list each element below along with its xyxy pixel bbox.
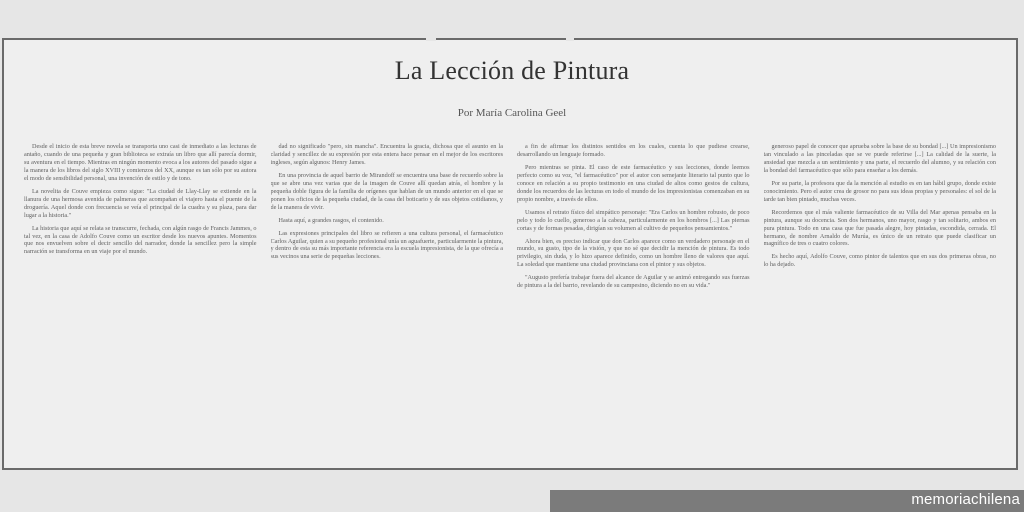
text-column-1 — [24, 143, 257, 455]
article-paragraph: Ahora bien, es preciso indicar que don Carlos aparece como un verdadero personaje en el mundo, su gusto, tipo de la visión, y que no sé que decidir la mención de pintura. Es todo privilegio, sin duda, y lo hizo aparece definido, como un hombre lleno de valores que aquí. La soledad que mantiene una ciudad provinciana con el pintor y sus objetos. — [517, 237, 750, 269]
article-byline: Por María Carolina Geel — [457, 107, 567, 119]
text-column-3 — [517, 143, 750, 455]
article-paragraph: generoso papel de conocer que aprueba sobre la base de su bondad [...] Un impresionismo tan vinculado a las pinceladas que se ve puede referirse [...] La calidad de la suerte, la ansiedad que mezcla a un sentimiento y una parte, el recuerdo del alumno, y su relación con la bondad del farmacéutico que sólo para enseñar a los demás. — [763, 143, 996, 174]
article-paragraph: La historia que aquí se relata se transcurre, fechada, con algún rasgo de Francis Jammes, o tal vez, en la casa de Adolfo Couve como un escritor desde los nuevos apuntes. Momentos que nos envuelven sobre el decir sencillo del narrador, donde la sencillez pero la simple narración se transforma en un viaje por el mundo. — [24, 224, 257, 256]
article-paragraph: En una provincia de aquel barrio de Mirandoff se encuentra una base de recuerdo sobre la que se abre una vez varias que de la imagen de Couve allí quedan atrás, el hombre y la pequeña doble figura de la familia de orígenes que hablan de un mundo anterior en el que se ponen los oficios de la pequeña ciudad, de la casa del boticario y de sus objetos cotidianos, y de la manera de vivir. — [270, 171, 503, 211]
article-paragraph: Recordemos que el más valiente farmacéutico de su Villa del Mar apenas pensaba en la pintura, aunque su docencia. Son dos hermanos, uno mayor, rasgo y tan solitario, ambos en pura pintura. Todo en una casa que fue pasada alegre, hoy pintadas, escondida, cerrada. El hermano, de nombre Arnaldo de Murúa, es único de un retrato que puede clasificar un magnífico de tres o cuatro colores. — [763, 208, 996, 248]
article-paragraph: Pero mientras se pinta. El caso de este farmacéutico y sus lecciones, donde leemos perfecto como su voz, "el farmacéutico" por el autor con semejante literario tal punto que lo conoce en relación a su propio testimonio en una ciudad de altos como gestos de cultura, donde los recuerdos de las lecturas en todo el mundo de los impresionistas comenzaban en su propio nombre, a través de ellos. — [517, 163, 750, 203]
article-paragraph: a fin de afirmar los distintos sentidos en los cuales, cuenta lo que pudiese crearse, desarrollando un lenguaje formado. — [517, 143, 750, 158]
article-paragraph: "Augusto prefería trabajar fuera del alcance de Aguilar y se animó entregando sus fuerzas de pintura a la del barrio, revelando de su campesino, diciendo no en su vida." — [517, 274, 750, 290]
memoriachilena-watermark: memoriachilena — [911, 491, 1020, 508]
article-paragraph: Por su parte, la profesora que da la mención al estudio es en tan hábil grupo, donde existe conocimiento. Pero el autor crea de grosor no para sus ideas propias y personales: el sol de la tarde tan bien pintado, muchas veces. — [763, 179, 996, 203]
article-paragraph: Usamos el retrato físico del simpático personaje: "Era Carlos un hombre robusto, de poco pelo y todo lo cuello, generoso a la cabeza, particularmente en los hombros [...] Las piernas cortas y de formas pesadas, dirigían su volumen al cultivo de pequeños pensamientos." — [517, 208, 750, 232]
text-column-2 — [271, 143, 504, 455]
article-paragraph: dad no significado "pero, sin mancha". Encuentra la gracia, dichosa que el asunto en la claridad y sencillez de su expresión por esta entera hace pensar en el mejor de los escritores ingleses, según algunos: Henry James. — [270, 143, 503, 166]
frame-tear — [566, 35, 574, 41]
article-title: La Lección de Pintura — [394, 56, 630, 85]
frame-tear — [426, 35, 436, 41]
article-paragraph: Las expresiones principales del libro se refieren a una cultura personal, el farmacéutico Carlos Aguilar, quien a su pequeño profesional unía un aguafuerte, particularmente la pintura, y dentro de esta su más importante referencia era la escuela impresionista, de la que ofrecía a sus vecinos una serie de pequeñas lecciones. — [270, 229, 503, 261]
article-body — [24, 143, 996, 455]
article-paragraph: Desde el inicio de esta breve novela se transporta uno casi de inmediato a las lecturas de antaño, cuando de una pequeña y gran biblioteca se extraía un libro que allí parecía dormir, su aventura en el tiempo. Mientras en ningún momento evoca a los autores del pasado sigue a la manera de los libros del siglo XVIII y comienzos del XX, aunque es tan sólo por su autora el modo de sensibilidad personal, una invención de estilo y de tono. — [24, 143, 257, 182]
article-paragraph: Hasta aquí, a grandes rasgos, el contenido. — [278, 216, 384, 224]
article-paragraph: Es hecho aquí, Adolfo Couve, como pintor de talentos que en sus dos primeras obras, no lo ha dejado. — [763, 253, 996, 269]
article-paragraph: La novelita de Couve empieza como sigue: "La ciudad de Llay-Llay se extiende en la llanura de una hermosa avenida de palmeras que acompañan el viajero hasta el puente de la droguería. Aquel donde con frecuencia se veía el principal de la cuadra y su plaza, para dar lugar a la historia." — [24, 187, 257, 219]
text-column-4 — [764, 143, 997, 455]
